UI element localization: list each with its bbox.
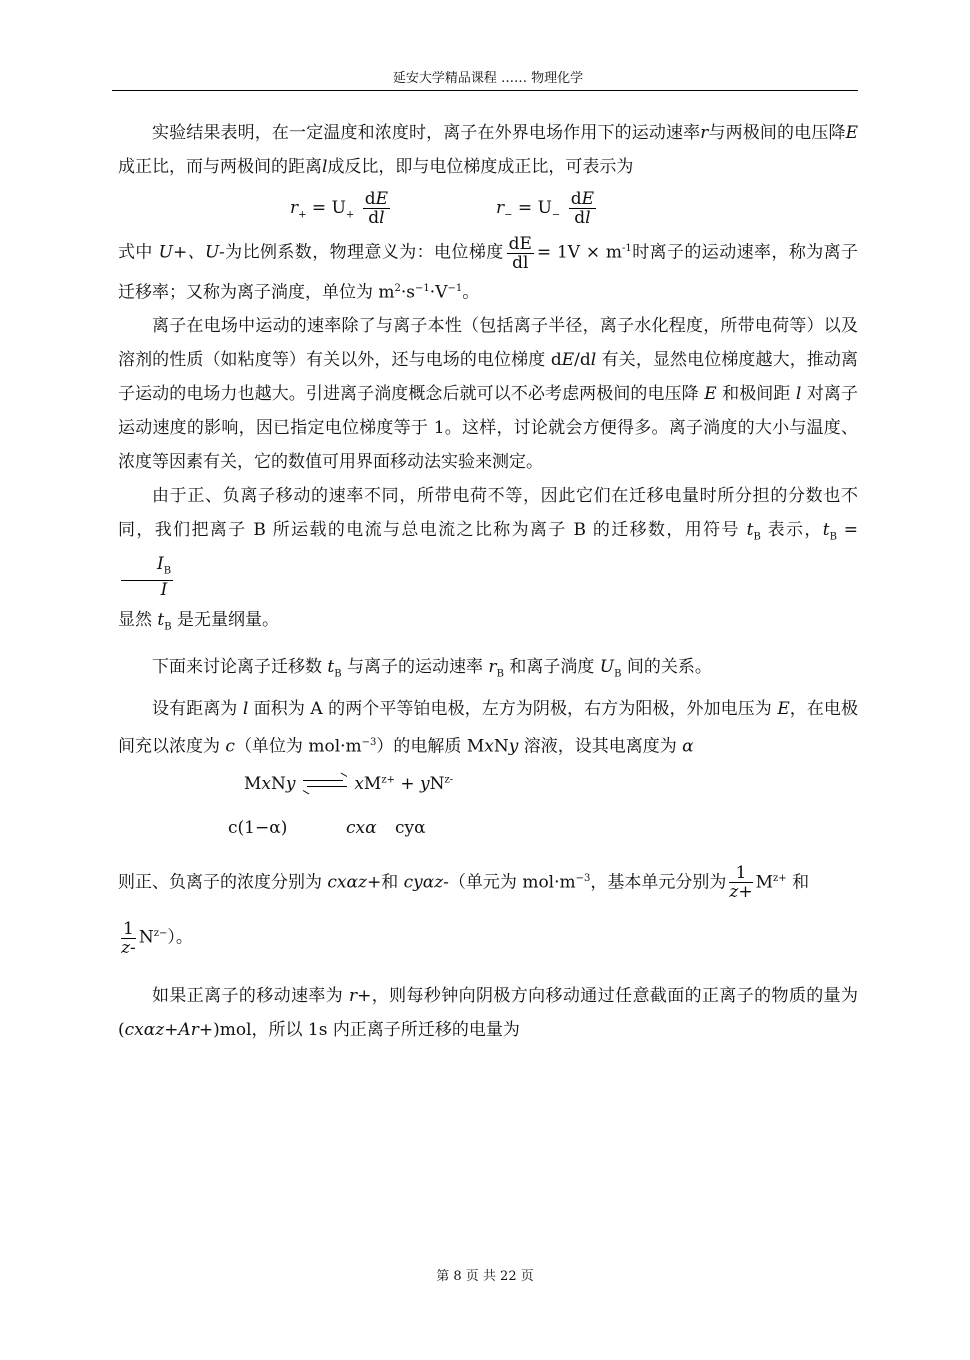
paragraph-4: 由于正、负离子移动的速率不同，所带电荷不等，因此它们在迁移电量时所分担的分数也不同，我们把离子 B 所运载的电流与总电流之比称为离子 B 的迁移数，用符号 $t_B$ 表示，$t_B$ = $\frac{I_B}{I}$ [118, 486, 858, 601]
page-header: 延安大学精品课程 …… 物理化学 [392, 71, 584, 86]
reaction-equation: MxNy $xM^{z+} + yN^{z-}$ [244, 773, 454, 794]
paragraph-10: 如果正离子的移动速率为 r+，则每秒钟向阴极方向移动通过任意截面的正离子的物质的量为(cxαz+Ar+)mol，所以 1s 内正离子所迁移的电量为 [118, 985, 859, 1040]
paragraph-9: $\frac{1}{z-}$ $N^{z-}$）。 [121, 918, 193, 958]
paragraph-3: 离子在电场中运动的速率除了与离子本性（包括离子半径，离子水化程度，所带电荷等）以及溶剂的性质（如粘度等）有关以外，还与电场的电位梯度 dE/dl 有关，显然电位梯度越大，推动离子运动的电场力也越大。引进离子淌度概念后就可以不必考虑两极间的电压降 E 和极间距 l 对离子运动速度的影响，因已指定电位梯度等于 1。这样，讨论就会方便得多。离子淌度的大小与温度、浓度等因素有关，它的数值可用界面移动法实验来测定。 [118, 316, 859, 473]
paragraph-8: 则正、负离子的浓度分别为 cxαz+和 cyαz-（单元为 $mol\cdot m^{-3}$，基本单元分别为 $\frac{1}{z+}$ $M^{z+}$ 和 [118, 863, 810, 903]
equation-r-minus: $r_- = U_-$ $\frac{dE}{dl}$ [496, 189, 595, 228]
page-footer: 第 8 页 共 22 页 [436, 1269, 534, 1284]
paragraph-1: 实验结果表明，在一定温度和浓度时，离子在外界电场作用下的运动速率r与两极间的电压降E成正比，而与两极间的距离l成反比，即与电位梯度成正比，可表示为 [118, 123, 859, 177]
equilibrium-arrow-icon [303, 777, 347, 791]
paragraph-7: 设有距离为 l 面积为 A 的两个平等铂电极，左方为阴极，右方为阳极，外加电压为 E，在电极间充以浓度为 c（单位为 $mol\cdot m^{-3}$）的电解质 MxNy 溶液，设其电离度为 α [118, 698, 858, 757]
equation-1 [118, 184, 858, 232]
paragraph-6: 下面来讨论离子迁移数 $t_B$ 与离子的运动速率 $r_B$ 和离子淌度 $U_B$ 间的关系。 [152, 657, 712, 680]
concentration-row: c(1−α) cxα cyα [228, 817, 426, 838]
body-text [118, 116, 858, 1047]
equation-r-plus: $r_+ = U_+$ $\frac{dE}{dl}$ [290, 189, 389, 228]
header-rule [112, 90, 858, 91]
paragraph-2: 式中 U+、U-为比例系数，物理意义为：电位梯度 $\frac{dE}{dl}$ = $1V \times m^{-1}$时离子的运动速率，称为离子迁移率；又称为离子淌度，单位为 $m^2\cdot s^{-1}\cdot V^{-1}$。 [118, 233, 859, 303]
paragraph-5: 显然 $t_B$ 是无量纲量。 [118, 610, 280, 633]
